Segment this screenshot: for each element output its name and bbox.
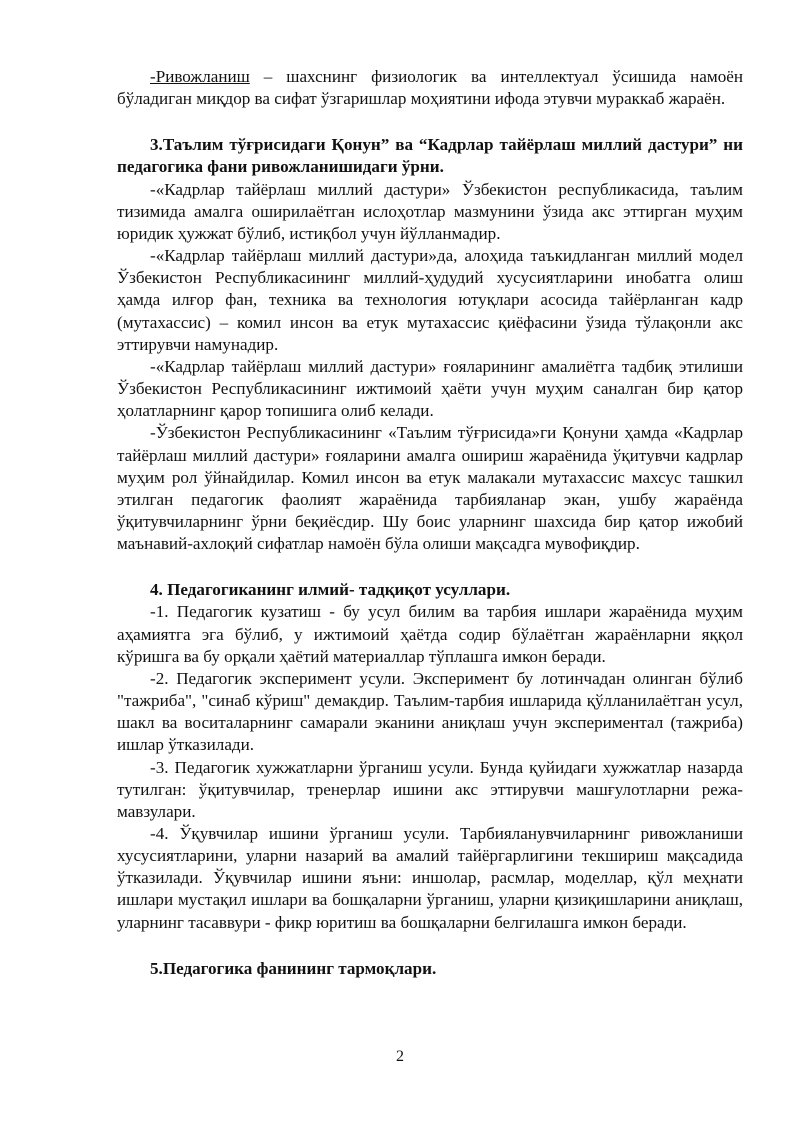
- section-4-paragraph-4: -4. Ўқувчилар ишини ўрганиш усули. Тарбияланувчиларнинг ривожланиши хусусиятларини, уларни назарий ва амалий тайёргарлигини текшириш мақсадида ўтказилади. Ўқувчилар ишини яъни: иншолар, расмлар, моделлар, қўл меҳнати ишлари мустақил ишлари ва бошқаларни ўрганиш, уларни қизиқишларини аниқлаш, уларнинг тасаввури - фикр юритиш ва бошқаларни белгилашга имкон беради.: [117, 824, 743, 932]
- document-page: [117, 66, 743, 980]
- intro-definition: – шахснинг физиологик ва интеллектуал ўсишида намоён бўладиган миқдор ва сифат ўзгаришлар моҳиятини ифода этувчи мураккаб жараён.: [117, 67, 743, 109]
- section-3-paragraph-4: -Ўзбекистон Республикасининг «Таълим тўғрисида»ги Қонуни ҳамда «Кадрлар тайёрлаш миллий дастури» ғояларини амалга ошириш жараёнида ўқитувчи кадрлар муҳим рол ўйнайдилар. Комил инсон ва етук малакали мутахассис махсус ташкил этилган педагогик фаолият жараёнида тарбияланар экан, ушбу жараёнда ўқитувчиларнинг ўрни беқиёсдир. Шу боис уларнинг шахсида бир қатор ижобий маънавий-ахлоқий сифатлар намоён бўла олиши мақсадга мувофиқдир.: [117, 423, 743, 554]
- section-4-paragraph-1: -1. Педагогик кузатиш - бу усул билим ва тарбия ишлари жараёнида муҳим аҳамиятга эга бўлиб, у ижтимоий ҳаётда содир бўлаётган жараёнларни яққол кўришга ва бу орқали ҳаётий материаллар тўплашга имкон беради.: [117, 602, 743, 666]
- section-3-paragraph-2: -«Кадрлар тайёрлаш миллий дастури»да, алоҳида таъкидланган миллий модел Ўзбекистон Республикасининг миллий-ҳудудий хусусиятларини инобатга олиш ҳамда илғор фан, техника ва технология ютуқлари асосида тайёрланган кадр (мутахассис) – комил инсон ва етук мутахассис қиёфасини ўзида тўлақонли акс эттирувчи намунадир.: [117, 246, 743, 354]
- section-3-heading: 3.Таълим тўғрисидаги Қонун” ва “Кадрлар тайёрлаш миллий дастури” ни педагогика фани ривожланишидаги ўрни.: [117, 135, 743, 177]
- section-4-paragraph-2: -2. Педагогик эксперимент усули. Эксперимент бу лотинчадан олинган бўлиб "тажриба", "синаб кўриш" демакдир. Таълим-тарбия ишларида қўлланилаётган усул, шакл ва воситаларнинг самарали эканини аниқлаш учун экспериментал (тажриба) ишлар ўтказилади.: [117, 668, 743, 755]
- section-5-heading: 5.Педагогика фанининг тармоқлари.: [150, 958, 437, 978]
- section-4-heading: 4. Педагогиканинг илмий- тадқиқот усуллари.: [150, 580, 511, 600]
- page-number: 2: [396, 1048, 404, 1065]
- section-3-paragraph-1: -«Кадрлар тайёрлаш миллий дастури» Ўзбекистон республикасида, таълим тизимида амалга оширилаётган ислоҳотлар мазмунини ўзида акс эттирган муҳим юридик ҳужжат бўлиб, истиқбол учун йўлланмадир.: [117, 179, 743, 243]
- intro-term: -Ривожланиш: [150, 67, 250, 86]
- section-3-paragraph-3: -«Кадрлар тайёрлаш миллий дастури» ғояларининг амалиётга тадбиқ этилиши Ўзбекистон Республикасининг ижтимоий ҳаёти учун муҳим саналган бир қатор ҳолатларнинг қарор топишига олиб келади.: [117, 356, 743, 421]
- section-4-paragraph-3: -3. Педагогик хужжатларни ўрганиш усули. Бунда қуйидаги хужжатлар назарда тутилган: ўқитувчилар, тренерлар ишини акс эттирувчи машғулотларни режа-мавзулари.: [117, 757, 743, 821]
- intro-paragraph: [117, 66, 743, 110]
